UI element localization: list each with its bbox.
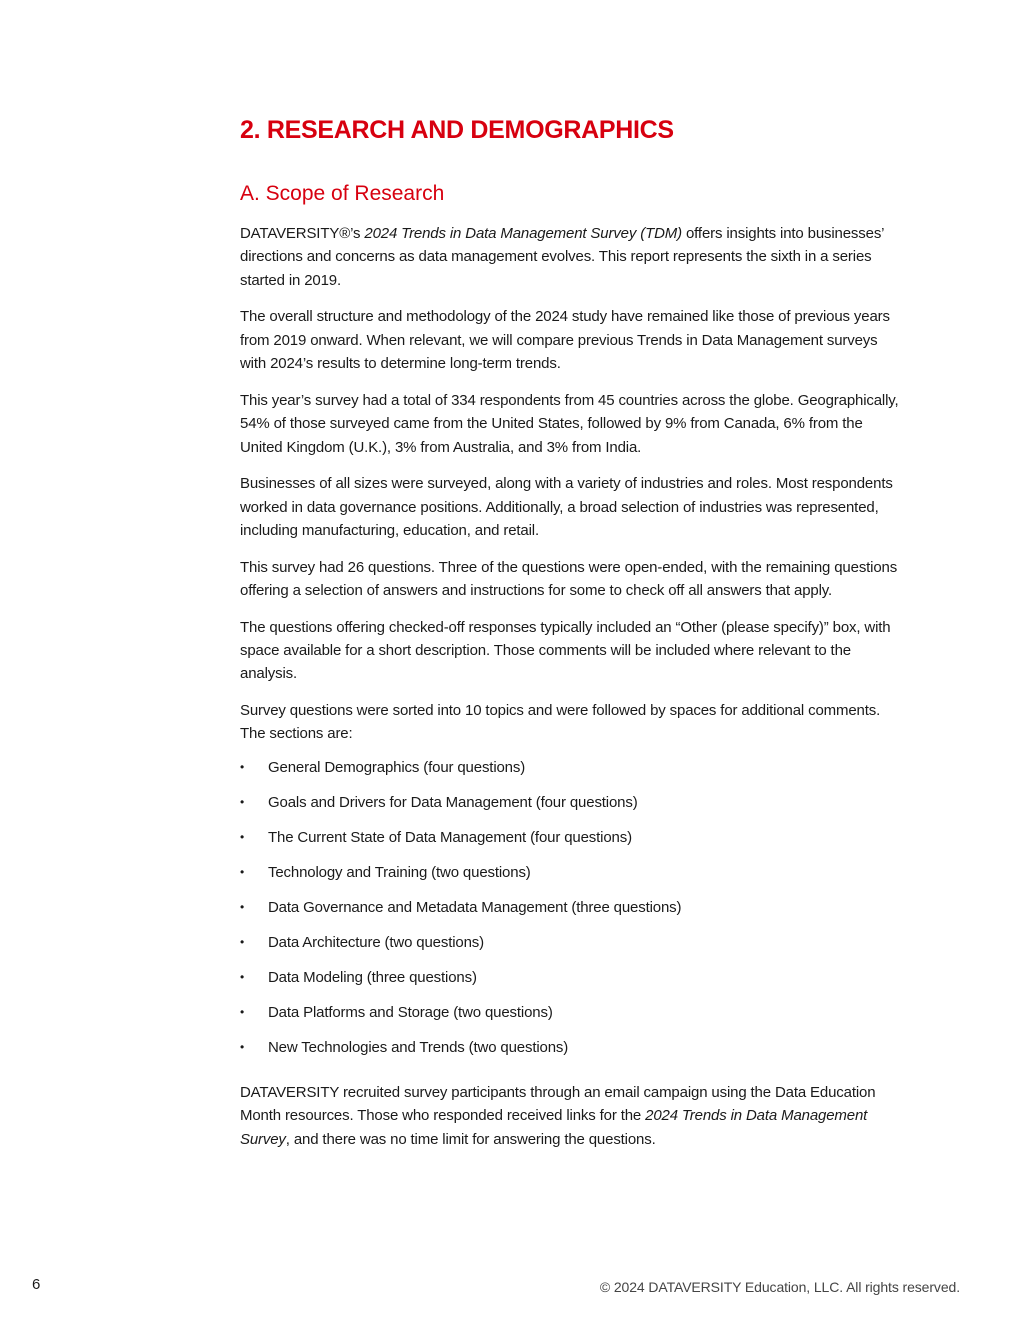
bullet-icon: • — [240, 759, 245, 774]
list-item — [240, 896, 900, 919]
paragraph-respondents: This year’s survey had a total of 334 respondents from 45 countries across the globe. Geographically, 54% of those surveyed came from the United States, followed by 9% from Canada, 6% from the United Kingdom (U.K.), 3% from Australia, and 3% from India. — [240, 391, 899, 456]
list-item-label: Goals and Drivers for Data Management (four questions) — [268, 793, 638, 811]
list-item — [240, 1036, 900, 1059]
paragraph-recruitment — [240, 1081, 900, 1151]
bullet-icon: • — [240, 864, 245, 879]
list-item-label: The Current State of Data Management (four questions) — [268, 828, 632, 846]
paragraph-other-responses: The questions offering checked-off responses typically included an “Other (please specify)” box, with space available for a short description. Those comments will be included where relevant to the analysis. — [240, 618, 891, 683]
list-item — [240, 756, 900, 779]
list-item-label: General Demographics (four questions) — [268, 758, 526, 776]
page-content — [240, 112, 900, 1164]
paragraph-intro-suffix: offers insights into businesses’ directions and concerns as data management evolves. This report represents the sixth in a series started in 2019. — [240, 225, 884, 289]
list-item-label: Data Platforms and Storage (two questions) — [268, 1003, 553, 1021]
footer-copyright: © 2024 DATAVERSITY Education, LLC. All rights reserved. — [599, 1279, 960, 1295]
list-item — [240, 791, 900, 814]
page-number: 6 — [32, 1276, 41, 1293]
paragraph-businesses: Businesses of all sizes were surveyed, along with a variety of industries and roles. Most respondents worked in data governance positions. Additionally, a broad selection of industries was represented, including manufacturing, education, and retail. — [240, 475, 893, 540]
paragraph-intro-prefix: DATAVERSITY®’s — [240, 225, 365, 242]
paragraph-methodology: The overall structure and methodology of the 2024 study have remained like those of previous years from 2019 onward. When relevant, we will compare previous Trends in Data Management surveys with 2024’s results to determine long-term trends. — [240, 308, 890, 373]
list-item — [240, 826, 900, 849]
list-item-label: Technology and Training (two questions) — [268, 863, 531, 881]
paragraph-recruitment-suffix: , and there was no time limit for answering the questions. — [285, 1130, 656, 1148]
list-item — [240, 966, 900, 989]
list-item-label: New Technologies and Trends (two questions) — [268, 1038, 569, 1056]
bullet-icon: • — [240, 794, 245, 809]
bullet-icon: • — [240, 899, 245, 914]
list-item-label: Data Architecture (two questions) — [268, 933, 484, 951]
list-item — [240, 931, 900, 954]
bullet-icon: • — [240, 934, 245, 949]
bullet-icon: • — [240, 1004, 245, 1019]
paragraph-intro — [240, 222, 900, 292]
list-item-label: Data Modeling (three questions) — [268, 968, 477, 986]
list-item — [240, 1001, 900, 1024]
bullet-icon: • — [240, 829, 245, 844]
list-item-label: Data Governance and Metadata Management (three questions) — [268, 898, 682, 916]
sections-list — [240, 756, 900, 1059]
bullet-icon: • — [240, 969, 245, 984]
list-item — [240, 861, 900, 884]
bullet-icon: • — [240, 1039, 245, 1054]
paragraph-questions: This survey had 26 questions. Three of the questions were open-ended, with the remaining questions offering a selection of answers and instructions for some to check off all answers that apply. — [240, 558, 898, 600]
section-heading: 2. RESEARCH AND DEMOGRAPHICS — [240, 116, 674, 144]
paragraph-recruitment-prefix: DATAVERSITY recruited survey participants through an email campaign using the Data Education Month resources. Those who responded received links for the — [240, 1083, 876, 1125]
survey-title-italic: 2024 Trends in Data Management Survey (TDM) — [364, 225, 682, 242]
paragraph-topics: Survey questions were sorted into 10 topics and were followed by spaces for additional comments. The sections are: — [240, 702, 881, 743]
subsection-heading: A. Scope of Research — [240, 182, 445, 205]
survey-title-italic: 2024 Trends in Data Management Survey — [240, 1107, 868, 1148]
